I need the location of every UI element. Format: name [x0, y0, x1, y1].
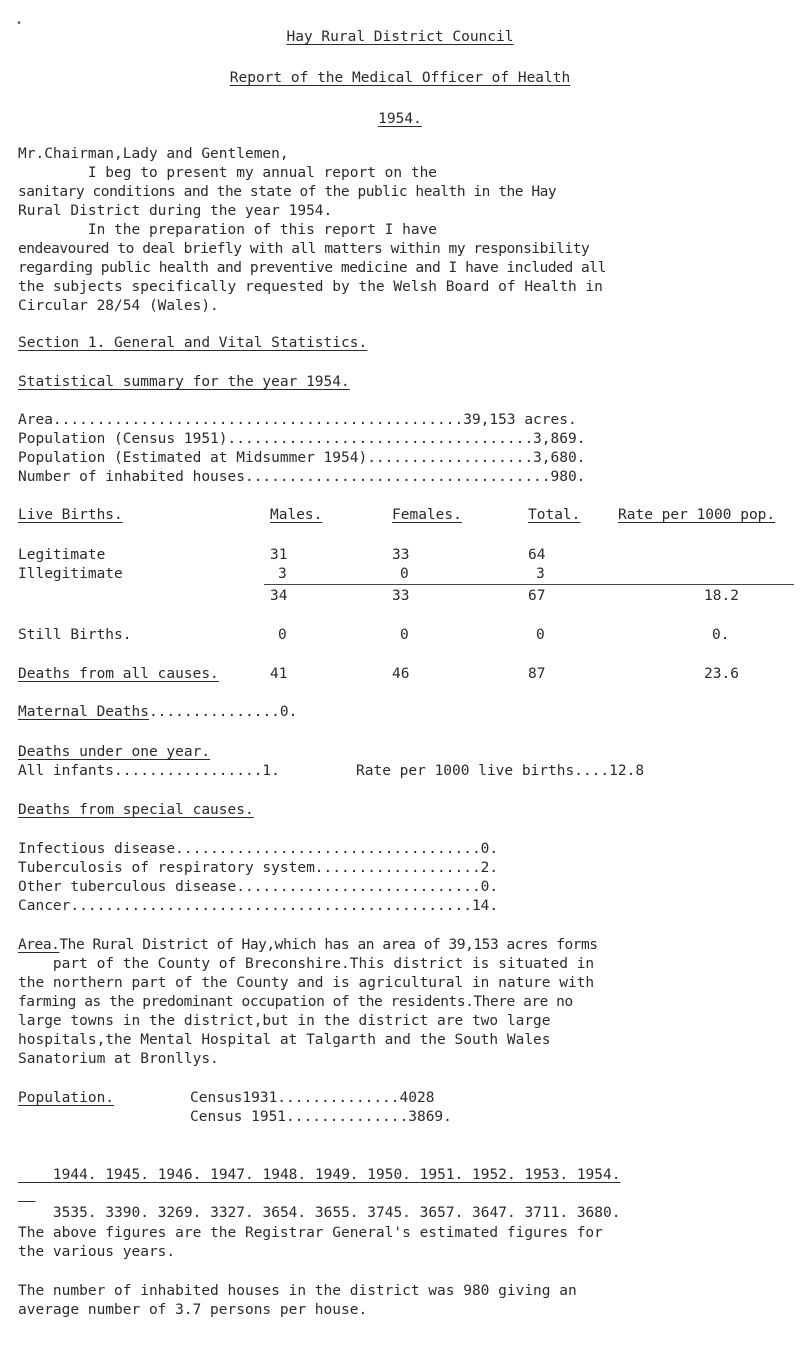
intro-p1-line2: sanitary conditions and the state of the public health in the Hay [18, 184, 557, 200]
col-rate: Rate per 1000 pop. [618, 507, 776, 523]
still-births-rate: 0. [712, 627, 730, 643]
report-year: 1954. [378, 111, 422, 127]
total-rate: 18.2 [704, 588, 739, 604]
row-illegitimate-total: 3 [536, 566, 545, 582]
year-1944: 1944. [52, 1167, 97, 1183]
houses-line2: average number of 3.7 persons per house. [18, 1302, 368, 1318]
still-births-label: Still Births. [18, 627, 132, 643]
summary-population-estimated: Population (Estimated at Midsummer 1954)...................3,680. [18, 450, 586, 466]
row-legitimate-males: 31 [270, 547, 288, 563]
intro-p2-line1: In the preparation of this report I have [18, 222, 438, 238]
pop-1953: 3711. [524, 1205, 569, 1221]
population-label: Population. [18, 1090, 115, 1106]
row-illegitimate-females: 0 [400, 566, 409, 582]
pop-1947: 3327. [210, 1205, 254, 1221]
live-births-label: Live Births. [18, 507, 123, 523]
special-infectious: Infectious disease...................................0. [18, 841, 499, 857]
pop-1944: 3535. [52, 1205, 97, 1221]
area-para-line4: farming as the predominant occupation of the residents.There are no [18, 994, 573, 1010]
year-1945: 1945. [105, 1167, 149, 1183]
year-1950: 1950. [367, 1167, 411, 1183]
deaths-all-rate: 23.6 [704, 666, 739, 682]
report-title: Report of the Medical Officer of Health [229, 70, 571, 86]
census-1931: Census1931..............4028 [190, 1090, 435, 1106]
pop-1949: 3655. [314, 1205, 359, 1221]
row-illegitimate-males: 3 [278, 566, 287, 582]
year-1947: 1947. [210, 1167, 254, 1183]
area-para-line1 [18, 936, 598, 955]
intro-p2-line5: Circular 28/54 (Wales). [18, 298, 219, 314]
year-1949: 1949. [314, 1167, 359, 1183]
pop-1946: 3269. [157, 1205, 202, 1221]
maternal-deaths [18, 703, 297, 722]
summary-heading: Statistical summary for the year 1954. [18, 374, 350, 390]
pop-1950: 3745. [367, 1205, 411, 1221]
council-title: Hay Rural District Council [286, 29, 514, 45]
maternal-deaths-value: ...............0. [148, 704, 298, 720]
total-males: 34 [270, 588, 288, 604]
still-births-total: 0 [536, 627, 545, 643]
population-note-line1: The above figures are the Registrar General's estimated figures for [18, 1225, 603, 1241]
area-text-1: The Rural District of Hay,which has an area of 39,153 acres forms [59, 937, 598, 953]
infant-deaths-line: All infants.................1. [18, 763, 280, 779]
infant-deaths-heading: Deaths under one year. [18, 744, 211, 760]
area-para-line3: the northern part of the County and is agricultural in nature with [18, 975, 595, 991]
deaths-all-males: 41 [270, 666, 288, 682]
row-illegitimate-label: Illegitimate [18, 566, 123, 582]
special-cancer: Cancer..............................................14. [18, 898, 499, 914]
deaths-all-label: Deaths from all causes. [18, 666, 219, 682]
special-other-tb: Other tuberculous disease............................0. [18, 879, 499, 895]
special-tb-respiratory: Tuberculosis of respiratory system...................2. [18, 860, 499, 876]
row-legitimate-label: Legitimate [18, 547, 106, 563]
salutation: Mr.Chairman,Lady and Gentlemen, [18, 146, 289, 162]
special-causes-heading: Deaths from special causes. [18, 802, 254, 818]
col-males: Males. [270, 507, 323, 523]
pop-1954: 3680. [576, 1205, 621, 1221]
area-para-line5: large towns in the district,but in the district are two large [18, 1013, 551, 1029]
maternal-deaths-label: Maternal Deaths [18, 704, 149, 720]
intro-p2-line3: regarding public health and preventive medicine and I have included all [18, 260, 606, 276]
still-births-males: 0 [278, 627, 287, 643]
year-1952: 1952. [472, 1167, 516, 1183]
totals-rule [264, 584, 794, 585]
pop-1945: 3390. [105, 1205, 149, 1221]
col-total: Total. [528, 507, 581, 523]
area-para-line6: hospitals,the Mental Hospital at Talgarth and the South Wales [18, 1032, 551, 1048]
area-para-line7: Sanatorium at Bronllys. [18, 1051, 219, 1067]
intro-p2-line2: endeavoured to deal briefly with all matters within my responsibility [18, 241, 590, 257]
year-1953: 1953. [524, 1167, 569, 1183]
scan-speck: • [16, 18, 23, 29]
total-females: 33 [392, 588, 410, 604]
summary-population-census: Population (Census 1951)...................................3,869. [18, 431, 586, 447]
infant-death-rate: Rate per 1000 live births....12.8 [356, 763, 645, 779]
section-heading: Section 1. General and Vital Statistics. [18, 335, 368, 351]
summary-inhabited-houses: Number of inhabited houses...................................980. [18, 469, 586, 485]
year-1951: 1951. [419, 1167, 464, 1183]
intro-p1-line3: Rural District during the year 1954. [18, 203, 333, 219]
area-label: Area. [18, 937, 60, 953]
census-1951: Census 1951..............3869. [190, 1109, 452, 1125]
row-legitimate-females: 33 [392, 547, 410, 563]
summary-area: Area...............................................39,153 acres. [18, 412, 577, 428]
col-females: Females. [392, 507, 462, 523]
intro-p2-line4: the subjects specifically requested by the Welsh Board of Health in [18, 279, 603, 295]
year-1946: 1946. [157, 1167, 202, 1183]
row-legitimate-total: 64 [528, 547, 546, 563]
population-note-line2: the various years. [18, 1244, 176, 1260]
deaths-all-females: 46 [392, 666, 410, 682]
still-births-females: 0 [400, 627, 409, 643]
intro-p1-line1: I beg to present my annual report on the [18, 165, 438, 181]
deaths-all-total: 87 [528, 666, 546, 682]
pop-1951: 3657. [419, 1205, 464, 1221]
year-1954: 1954. [576, 1167, 621, 1183]
houses-line1: The number of inhabited houses in the district was 980 giving an [18, 1283, 577, 1299]
pop-1948: 3654. [262, 1205, 307, 1221]
pop-1952: 3647. [472, 1205, 516, 1221]
year-1948: 1948. [262, 1167, 307, 1183]
area-para-line2: part of the County of Breconshire.This district is situated in [18, 956, 595, 972]
total-total: 67 [528, 588, 546, 604]
